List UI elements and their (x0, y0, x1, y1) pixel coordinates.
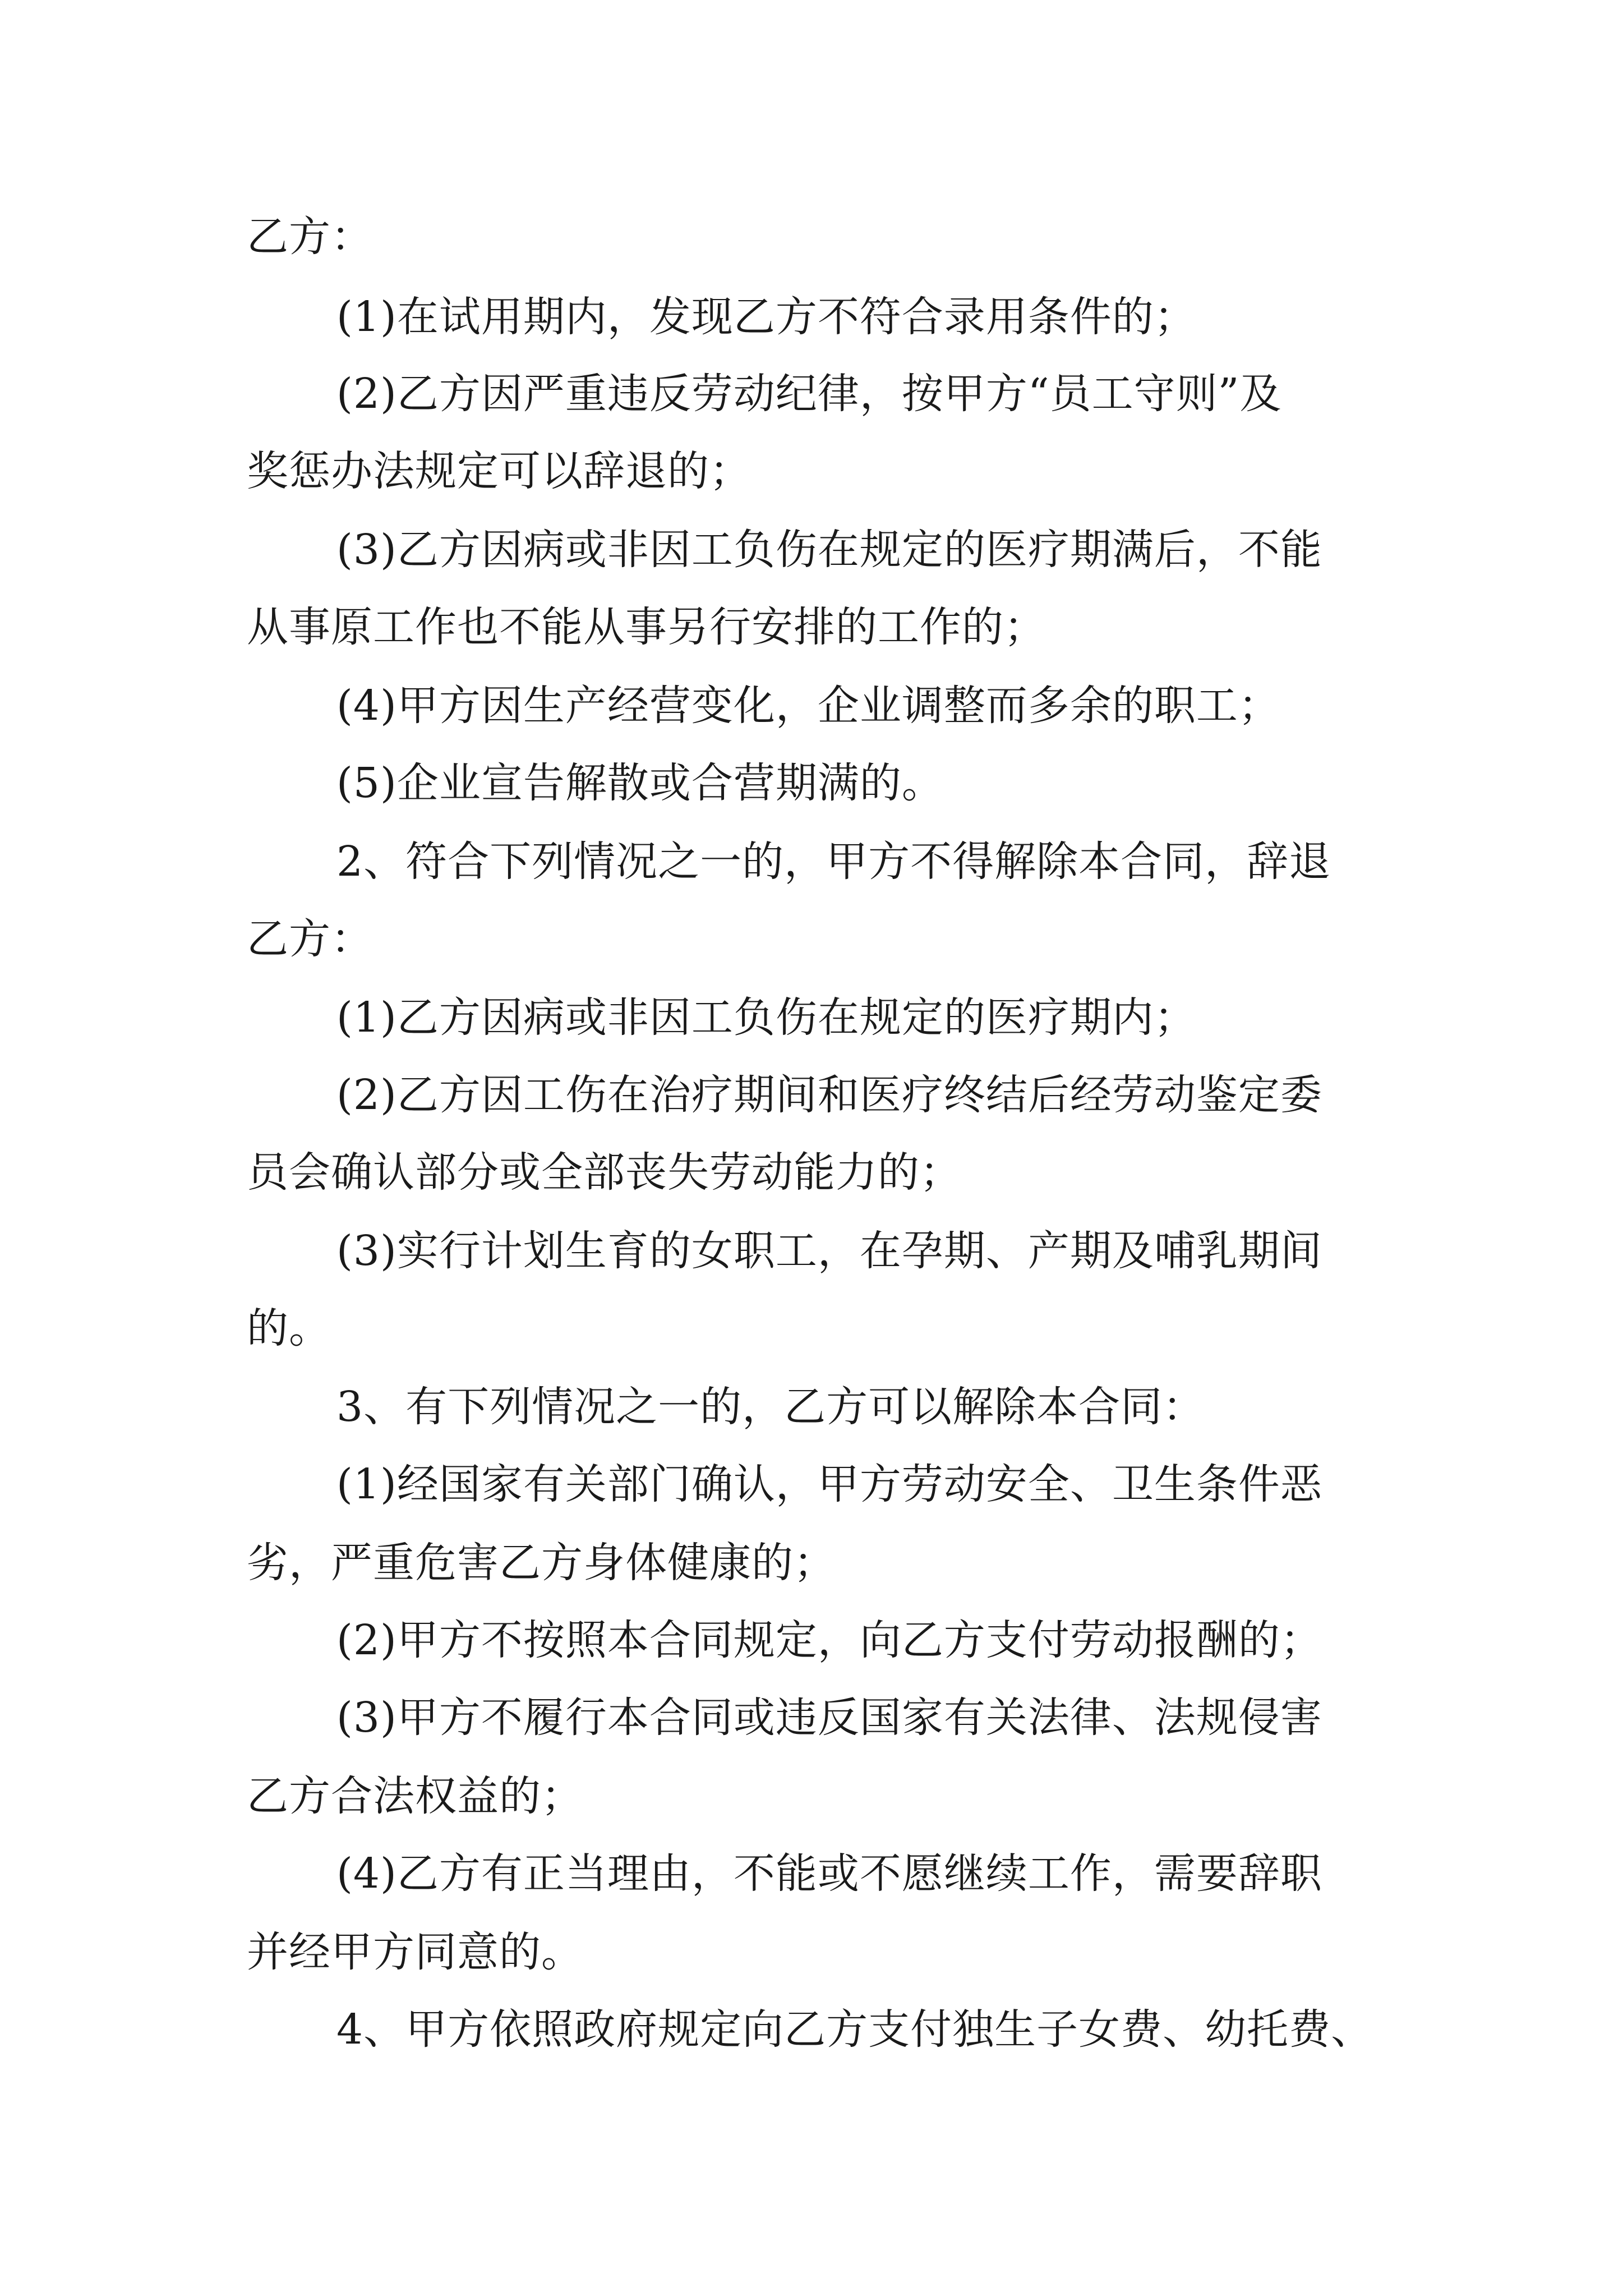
text-line: 劣，严重危害乙方身体健康的； (247, 1539, 836, 1587)
text-line: 2、符合下列情况之一的，甲方不得解除本合同，辞退 (336, 838, 1331, 886)
text-line: 从事原工作也不能从事另行安排的工作的； (247, 603, 1046, 651)
text-line: 乙方合法权益的； (247, 1772, 583, 1820)
text-line: (3)实行计划生育的女职工，在孕期、产期及哺乳期间 (336, 1227, 1322, 1275)
text-line: (4)甲方因生产经营变化，企业调整而多余的职工； (336, 682, 1280, 730)
text-line: 3、有下列情况之一的，乙方可以解除本合同： (336, 1383, 1205, 1431)
text-line: 乙方： (247, 213, 373, 261)
text-line: 员会确认部分或全部丧失劳动能力的； (247, 1148, 962, 1197)
text-line: (5)企业宣告解散或合营期满的。 (336, 759, 944, 807)
text-line: 4、甲方依照政府规定向乙方支付独生子女费、幼托费、 (336, 2005, 1373, 2054)
text-line: (2)乙方因工伤在治疗期间和医疗终结后经劳动鉴定委 (336, 1071, 1322, 1119)
text-line: (1)在试用期内，发现乙方不符合录用条件的； (336, 293, 1196, 341)
text-line: (2)乙方因严重违反劳动纪律，按甲方“员工守则”及 (336, 370, 1282, 418)
text-line: (1)经国家有关部门确认，甲方劳动安全、卫生条件恶 (336, 1460, 1322, 1508)
text-line: (3)甲方不履行本合同或违反国家有关法律、法规侵害 (336, 1694, 1322, 1742)
text-line: 奖惩办法规定可以辞退的； (247, 447, 751, 495)
text-line: 乙方： (247, 915, 373, 963)
text-line: (4)乙方有正当理由，不能或不愿继续工作，需要辞职 (336, 1849, 1322, 1898)
text-line: (3)乙方因病或非因工负伤在规定的医疗期满后，不能 (336, 526, 1322, 574)
text-line: (1)乙方因病或非因工负伤在规定的医疗期内； (336, 993, 1196, 1042)
text-line: 并经甲方同意的。 (247, 1928, 583, 1976)
text-line: (2)甲方不按照本合同规定，向乙方支付劳动报酬的； (336, 1616, 1322, 1664)
text-line: 的。 (247, 1304, 331, 1352)
